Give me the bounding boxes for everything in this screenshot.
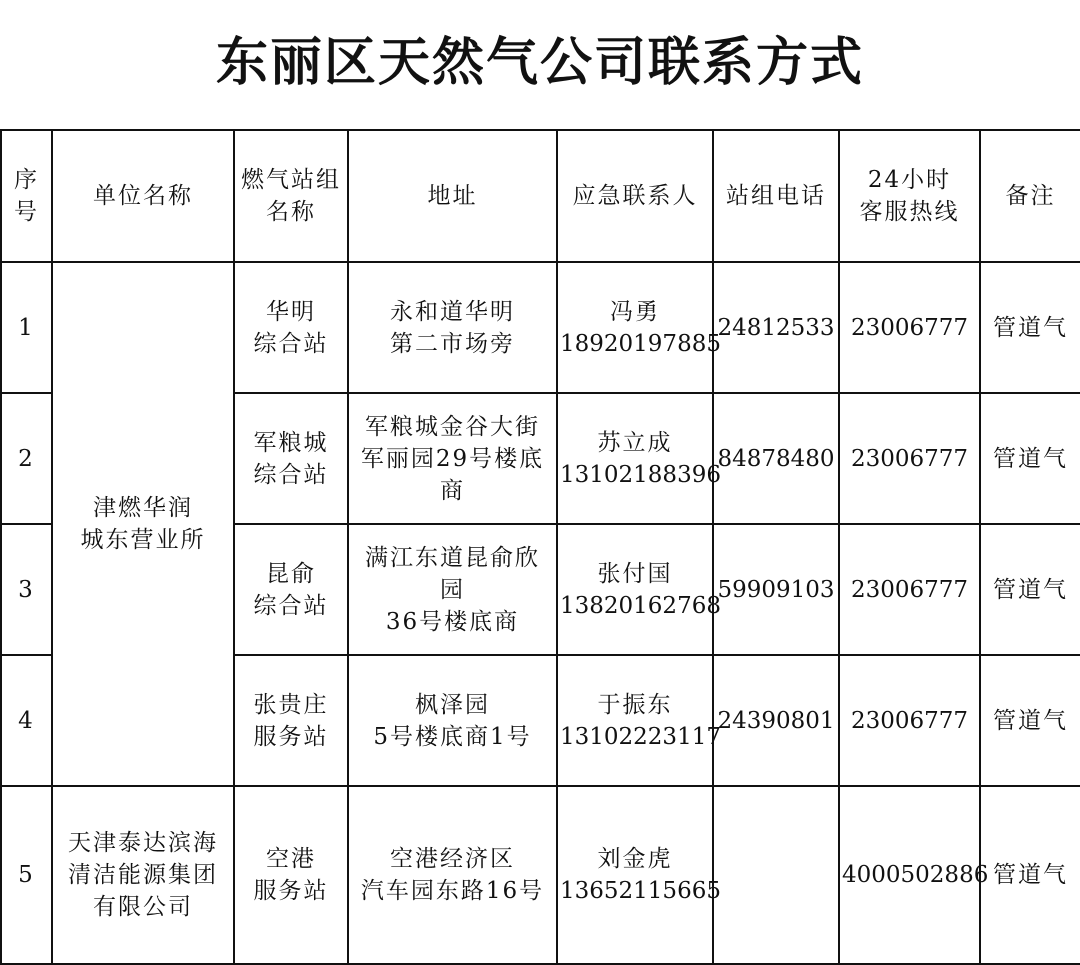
contact-name: 张付国 <box>597 560 673 587</box>
header-hotline-line: 24小时 <box>867 167 952 193</box>
cell-address <box>348 393 557 524</box>
address-line: 商 <box>440 477 465 504</box>
station-line: 军粮城 <box>253 429 329 456</box>
cell-address <box>348 655 557 786</box>
station-line: 服务站 <box>253 878 329 904</box>
header-hotline <box>839 130 980 262</box>
cell-unit <box>52 262 234 786</box>
contact-phone: 18920197885 <box>560 330 721 357</box>
header-station-line: 燃气站组 <box>241 167 341 193</box>
address-line: 军丽园29号楼底 <box>360 445 545 472</box>
unit-line: 清洁能源集团 <box>68 862 218 888</box>
cell-note: 管道气 <box>980 393 1080 524</box>
cell-seq: 1 <box>1 262 52 393</box>
page-title: 东丽区天然气公司联系方式 <box>215 32 864 93</box>
table-header-row <box>1 130 1080 262</box>
header-station <box>234 130 348 262</box>
address-line: 永和道华明 <box>390 298 515 325</box>
cell-phone: 24812533 <box>713 262 839 393</box>
contact-phone: 13102223117 <box>560 723 721 750</box>
unit-line: 有限公司 <box>93 894 193 920</box>
station-line: 张贵庄 <box>253 691 329 718</box>
unit-line: 天津泰达滨海 <box>68 830 218 856</box>
cell-unit <box>52 786 234 964</box>
station-line: 华明 <box>266 298 316 325</box>
cell-note: 管道气 <box>980 524 1080 655</box>
contact-phone: 13820162768 <box>560 592 721 619</box>
cell-seq: 4 <box>1 655 52 786</box>
cell-phone: 59909103 <box>713 524 839 655</box>
contact-phone: 13102188396 <box>560 461 721 488</box>
cell-note: 管道气 <box>980 262 1080 393</box>
address-line: 第二市场旁 <box>390 330 515 357</box>
station-line: 昆俞 <box>266 560 316 587</box>
unit-line: 津燃华润 <box>93 495 193 521</box>
contact-table <box>0 129 1080 965</box>
cell-contact <box>557 786 721 964</box>
header-seq-line: 号 <box>14 199 39 225</box>
header-hotline-line: 客服热线 <box>859 199 960 225</box>
header-phone: 站组电话 <box>713 130 839 262</box>
address-line: 36号楼底商 <box>385 608 520 635</box>
cell-station <box>234 655 348 786</box>
cell-station <box>234 393 348 524</box>
cell-hotline: 23006777 <box>839 524 980 655</box>
cell-seq: 5 <box>1 786 52 964</box>
cell-hotline: 23006777 <box>839 393 980 524</box>
cell-phone: 24390801 <box>713 655 839 786</box>
cell-hotline: 23006777 <box>839 655 980 786</box>
header-unit: 单位名称 <box>52 130 234 262</box>
contact-name: 于振东 <box>597 691 673 718</box>
cell-address <box>348 262 557 393</box>
station-line: 空港 <box>266 846 316 872</box>
header-seq <box>1 130 52 262</box>
header-contact: 应急联系人 <box>557 130 713 262</box>
address-line: 汽车园东路16号 <box>360 878 545 904</box>
cell-seq: 3 <box>1 524 52 655</box>
cell-address <box>348 786 557 964</box>
contact-name: 苏立成 <box>597 429 673 456</box>
contact-name: 冯勇 <box>610 298 660 325</box>
header-address: 地址 <box>348 130 557 262</box>
cell-hotline: 4000502886 <box>839 786 980 964</box>
contact-name: 刘金虎 <box>597 846 673 872</box>
table-row <box>1 786 1080 964</box>
cell-address <box>348 524 557 655</box>
cell-contact <box>557 262 721 393</box>
station-line: 综合站 <box>253 592 329 619</box>
station-line: 服务站 <box>253 723 329 750</box>
header-seq-line: 序 <box>14 167 39 193</box>
address-line: 5号楼底商1号 <box>373 723 532 750</box>
cell-phone <box>713 786 839 964</box>
cell-phone: 84878480 <box>713 393 839 524</box>
header-note: 备注 <box>980 130 1080 262</box>
cell-note: 管道气 <box>980 655 1080 786</box>
cell-contact <box>557 655 721 786</box>
contact-phone: 13652115665 <box>560 878 721 904</box>
cell-station <box>234 262 348 393</box>
address-line: 军粮城金谷大街 <box>365 413 540 440</box>
cell-station <box>234 786 348 964</box>
station-line: 综合站 <box>253 461 329 488</box>
table-row <box>1 262 1080 393</box>
address-line: 枫泽园 <box>415 691 490 718</box>
address-line: 满江东道昆俞欣 <box>365 544 540 571</box>
header-station-line: 名称 <box>266 199 316 225</box>
cell-hotline: 23006777 <box>839 262 980 393</box>
address-line: 空港经济区 <box>390 846 515 872</box>
cell-contact <box>557 393 721 524</box>
cell-contact <box>557 524 721 655</box>
cell-seq: 2 <box>1 393 52 524</box>
address-line: 园 <box>440 576 465 603</box>
unit-line: 城东营业所 <box>80 527 206 553</box>
station-line: 综合站 <box>253 330 329 357</box>
cell-station <box>234 524 348 655</box>
cell-note: 管道气 <box>980 786 1080 964</box>
